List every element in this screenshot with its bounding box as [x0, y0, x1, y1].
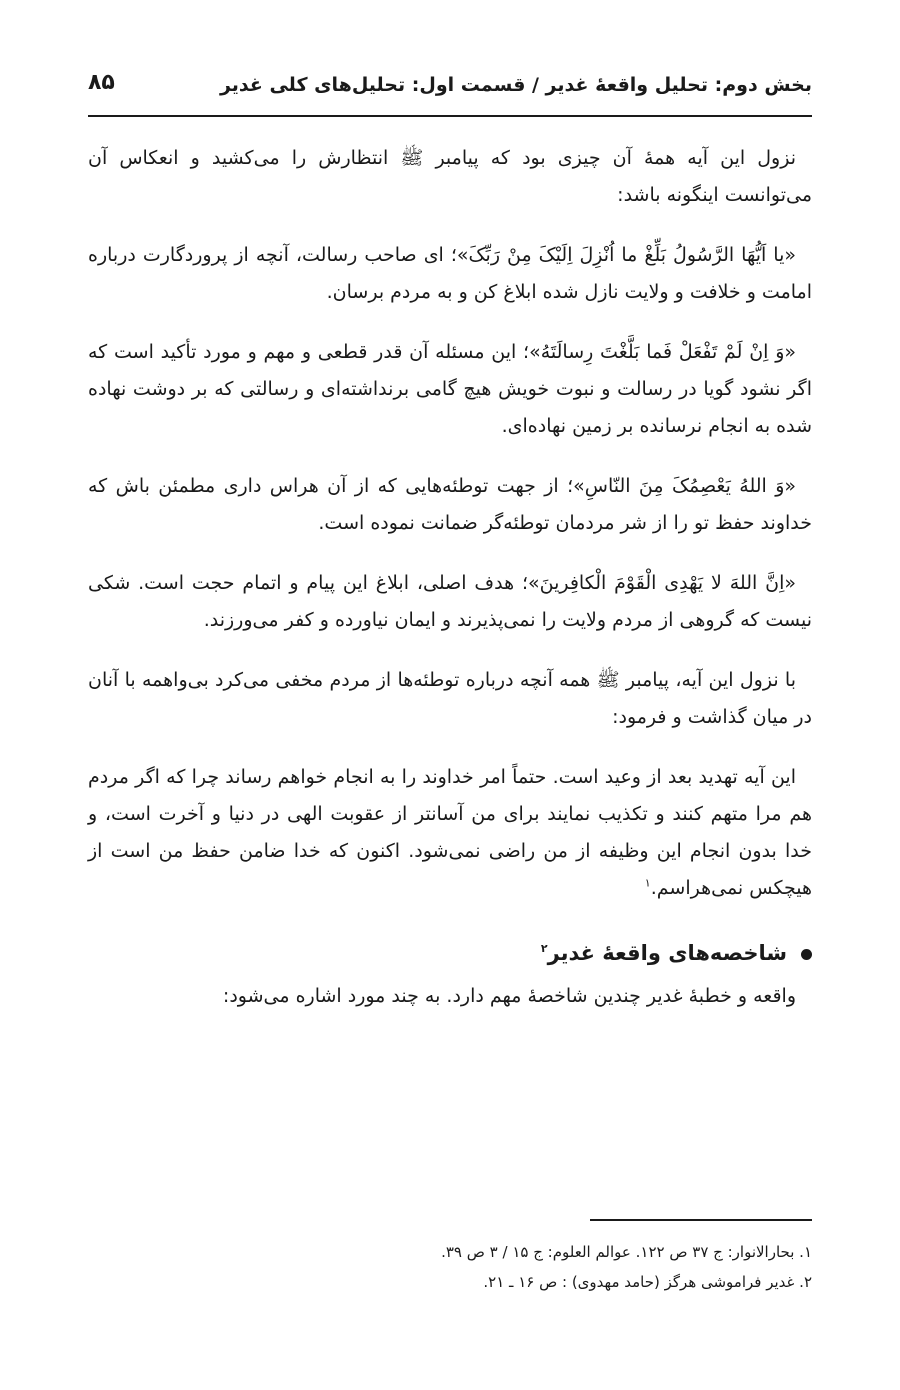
quote-text: این آیه تهدید بعد از وعید است. حتماً امر خداوند را به انجام خواهم رساند چرا که اگر مردم هم مرا متهم کنند و تکذیب نمایند برای من آسانتر از عقوبت الهی در دنیا و آخرت است، و خدا بدون انجام این وظیفه از من راضی نمی‌شود. اکنون که خدا ضامن حفظ من است از هیچکس نمی‌هراسم. [88, 766, 812, 899]
section-intro: واقعه و خطبهٔ غدیر چندین شاخصهٔ مهم دارد. به چند مورد اشاره می‌شود: [222, 985, 796, 1007]
paragraph: «اِنَّ اللهَ لا یَهْدِی الْقَوْمَ الْکافِرینَ»؛ هدف اصلی، ابلاغ این پیام و اتمام حجت است. شکی نیست که گروهی از مردم ولایت را نمی‌پذیرند و ایمان نیاورده و کفر می‌ورزند. [88, 572, 812, 631]
paragraph: با نزول این آیه، پیامبر ﷺ همه آنچه درباره توطئه‌ها از مردم مخفی می‌کرد بی‌واهمه با آنان در میان گذاشت و فرمود: [88, 669, 812, 728]
main-text [88, 140, 812, 1038]
paragraph [88, 759, 812, 907]
book-page [88, 0, 812, 1390]
paragraph: نزول این آیه همهٔ آن چیزی بود که پیامبر ﷺ انتظارش را می‌کشید و انعکاس آن می‌توانست اینگونه باشد: [88, 147, 812, 206]
footnotes [88, 1237, 812, 1297]
bullet-icon [801, 949, 812, 960]
footnote-ref[interactable]: ۲ [540, 942, 548, 955]
paragraph: «وَ اِنْ لَمْ تَفْعَلْ فَما بَلَّغْتَ رِسالَتَهُ»؛ این مسئله آن قدر قطعی و مهم و مورد تأکید است که اگر نشود گویا در رسالت و نبوت خویش هیچ گامی برنداشته‌ای و رسالتی که بر دوشت نهاده شده به انجام نرسانده بر زمین نهاده‌ای. [88, 341, 812, 437]
footnote-item: ۱. بحارالانوار: ج ۳۷ ص ۱۲۲. عوالم العلوم: ج ۱۵ / ۳ ص ۳۹. [441, 1243, 812, 1261]
header-divider [88, 115, 812, 117]
running-header [88, 70, 812, 104]
footnote-divider [590, 1219, 812, 1221]
running-title: بخش دوم: تحلیل واقعهٔ غدیر / قسمت اول: تحلیل‌های کلی غدیر [219, 74, 812, 96]
footnote-ref[interactable]: ۱ [644, 876, 651, 890]
section-heading-text: شاخصه‌های واقعهٔ غدیر [547, 941, 787, 965]
page-number: ۸۵ [88, 70, 115, 95]
section-heading [88, 935, 812, 972]
footnote-item: ۲. غدیر فراموشی هرگز (حامد مهدوی) : ص ۱۶ ـ ۲۱. [483, 1273, 812, 1291]
paragraph: «وَ اللهُ یَعْصِمُکَ مِنَ النّاسِ»؛ از جهت توطئه‌هایی که از آن هراس داری مطمئن باش که خداوند حفظ تو را از شر مردمان توطئه‌گر ضمانت نموده است. [88, 475, 812, 534]
paragraph: «یا اَیُّهَا الرَّسُولُ بَلِّغْ ما اُنْزِلَ اِلَیْکَ مِنْ رَبِّکَ»؛ ای صاحب رسالت، آنچه از پروردگارت درباره امامت و خلافت و ولایت نازل شده ابلاغ کن و به مردم برسان. [88, 244, 812, 303]
